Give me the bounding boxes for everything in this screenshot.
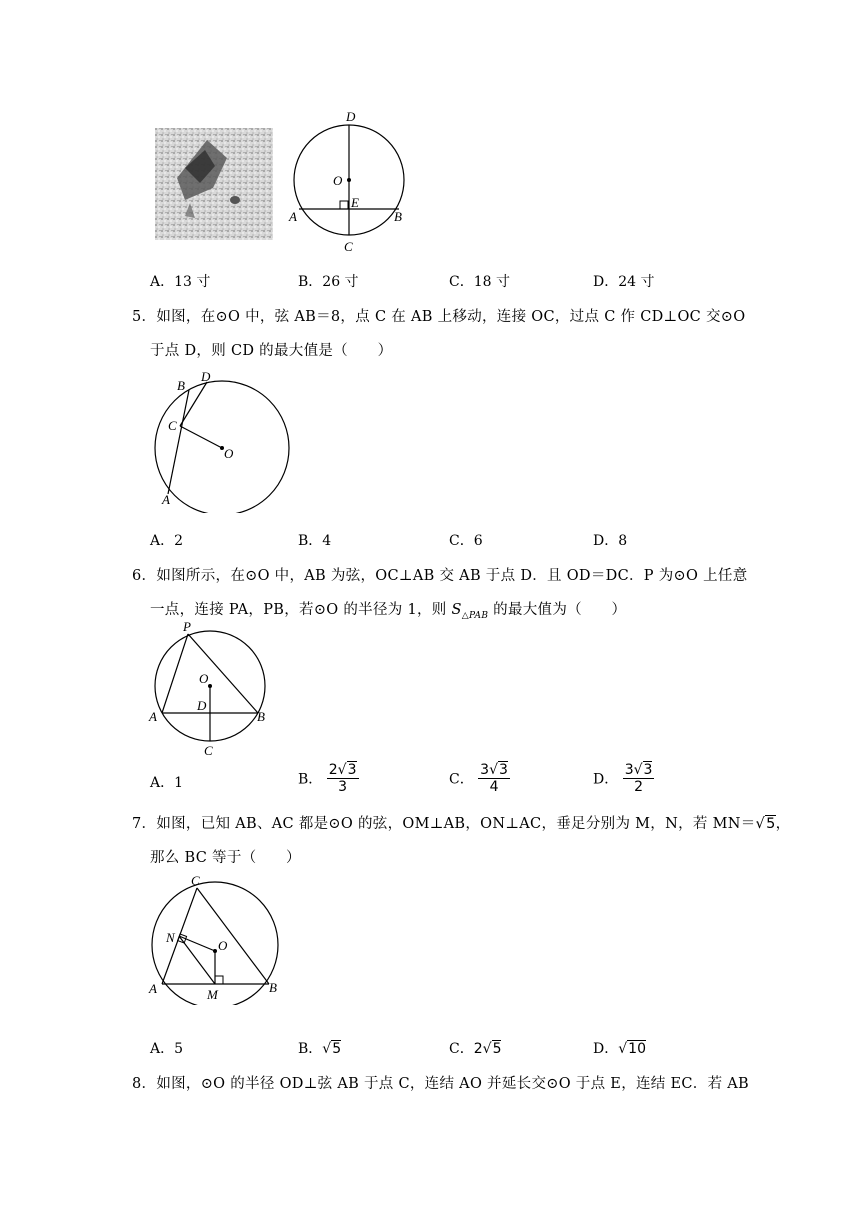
radicand: 3	[347, 762, 357, 778]
q6-option-c[interactable]	[449, 762, 510, 795]
option-prefix: D．	[593, 771, 619, 788]
fig-label: E	[351, 195, 359, 210]
q6-option-d[interactable]	[593, 762, 654, 795]
q8-text-line1: 8．如图，⊙O 的半径 OD⊥弦 AB 于点 C，连结 AO 并延长交⊙O 于点 E，连结 EC．若 AB	[132, 1076, 750, 1092]
fig-label: A	[149, 981, 157, 996]
q5-option-c[interactable]: C．6	[449, 533, 483, 549]
fig-label: O	[224, 446, 234, 461]
option-prefix: B．	[298, 771, 323, 788]
option-prefix: B．	[298, 1041, 323, 1057]
coefficient: 2	[473, 1041, 483, 1057]
fraction: $\frac{3√3}{4}$	[480, 762, 508, 795]
fig-label: A	[289, 209, 297, 224]
sqrt: √5	[322, 1041, 342, 1057]
fig-label: O	[218, 938, 228, 953]
sqrt: √10	[618, 1041, 646, 1057]
q6-text-line1: 6．如图所示，在⊙O 中，AB 为弦，OC⊥AB 交 AB 于点 D．且 OD＝DC．P 为⊙O 上任意	[132, 568, 748, 584]
q7-option-a[interactable]: A．5	[150, 1041, 184, 1057]
q7-text-end: ，	[775, 816, 791, 832]
q4-option-a[interactable]: A．13 寸	[150, 274, 211, 290]
fig-label: N	[166, 930, 175, 945]
figure-q4-circle	[285, 105, 415, 255]
figure-q6-circle	[145, 618, 280, 758]
radicand: 3	[499, 762, 508, 778]
radicand: 5	[332, 1041, 342, 1057]
radicand: 5	[766, 816, 776, 832]
textured-photo	[155, 128, 273, 240]
sqrt: √5	[482, 1041, 502, 1057]
fig-label: C	[191, 873, 200, 888]
coefficient: 2	[328, 762, 338, 778]
q7-text-line1	[132, 812, 790, 833]
q5-option-b[interactable]: B．4	[298, 533, 332, 549]
fraction: $\frac{2√3}{3}$	[328, 762, 357, 795]
radicand: 3	[643, 762, 653, 778]
fraction: $\frac{3√3}{2}$	[624, 762, 653, 795]
sqrt: √5	[755, 816, 776, 832]
fig-label: M	[207, 987, 218, 1002]
q7-text-line2: 那么 BC 等于（ ）	[150, 850, 301, 866]
fig-label: B	[394, 209, 402, 224]
q5-text-line1: 5．如图，在⊙O 中，弦 AB＝8，点 C 在 AB 上移动，连接 OC，过点 C 作 CD⊥OC 交⊙O	[132, 309, 746, 325]
fig-label: B	[177, 378, 185, 393]
q4-option-b[interactable]: B．26 寸	[298, 274, 359, 290]
radicand: 5	[492, 1041, 502, 1057]
fig-label: A	[149, 709, 157, 724]
denominator: 2	[634, 779, 644, 795]
q7-option-c[interactable]	[449, 1038, 501, 1058]
fig-label: D	[201, 369, 211, 384]
fig-label: C	[344, 239, 353, 254]
fig-label: C	[168, 418, 177, 433]
radicand: 10	[628, 1041, 646, 1057]
fig-label: O	[199, 671, 209, 686]
q5-option-d[interactable]: D．8	[593, 533, 628, 549]
q5-text-line2: 于点 D，则 CD 的最大值是（ ）	[150, 343, 393, 359]
q6-option-b[interactable]	[298, 762, 359, 795]
coefficient: 3	[624, 762, 634, 778]
coefficient: 3	[480, 762, 490, 778]
q7-option-b[interactable]	[298, 1038, 341, 1058]
q5-option-a[interactable]: A．2	[150, 533, 184, 549]
denominator: 4	[489, 779, 499, 795]
q6-option-a[interactable]: A．1	[150, 775, 184, 791]
option-prefix: C．	[449, 771, 474, 788]
fig-label: A	[162, 492, 170, 507]
q6-text-a: 一点，连接 PA，PB，若⊙O 的半径为 1，则	[150, 602, 447, 618]
fig-label: D	[346, 109, 356, 124]
fig-label: P	[183, 619, 191, 634]
denominator: 3	[338, 779, 348, 795]
fig-label: B	[269, 980, 277, 995]
q4-option-d[interactable]: D．24 寸	[593, 274, 655, 290]
q7-text-a: 7．如图，已知 AB、AC 都是⊙O 的弦，OM⊥AB，ON⊥AC，垂足分别为 M，N，若 MN＝	[132, 816, 756, 832]
option-prefix: D．	[593, 1041, 619, 1057]
fig-label: D	[197, 698, 207, 713]
figure-q7-circle	[145, 873, 285, 1005]
fig-label: B	[257, 709, 265, 724]
area-symbol: S	[451, 602, 462, 618]
figure-q5-circle	[150, 368, 300, 513]
fig-label: O	[333, 173, 343, 188]
option-prefix: C．	[449, 1041, 474, 1057]
q4-option-c[interactable]: C．18 寸	[449, 274, 510, 290]
q6-text-b: 的最大值为（ ）	[493, 602, 627, 618]
fig-label: C	[204, 743, 213, 758]
area-subscript: △PAB	[461, 610, 489, 621]
q7-option-d[interactable]	[593, 1038, 646, 1058]
